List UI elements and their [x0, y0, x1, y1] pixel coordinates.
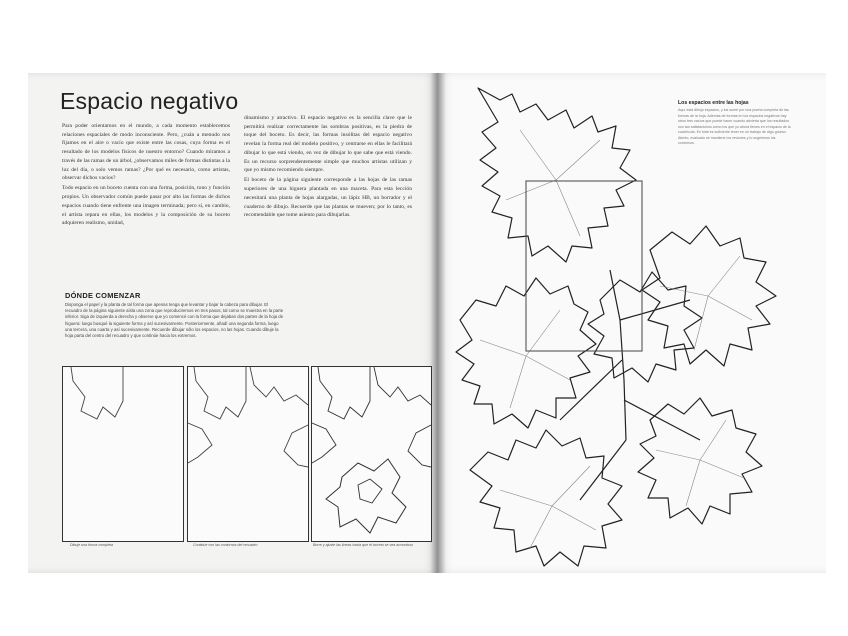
paragraph: El boceto de la página siguiente corresponde a las hojas de las ramas superiores de una higuera plantada en una maceta. Para esta lección necesitará una planta de hojas alargadas, un lápiz HB, un borrador y el cuaderno de dibujo. Recuerde que las plantas se mueven; por lo tanto, es recomendable que tome asiento para dibujarlas. — [244, 177, 412, 219]
paragraph: Todo espacio en un boceto cuenta con una forma, posición, tono y función propios. Un observador común puede pasar por alto las formas de dichos espacios cuando tiene enfrente una imagen terminada; pero sí, en cambio, el artista repara en ellas, los modelos y la composición de su boceto adquieren realismo, unidad, — [62, 185, 230, 227]
page-title: Espacio negativo — [60, 88, 239, 114]
caption-step-3: Borre y ajuste las líneas hasta que el boceto se vea armonioso — [313, 543, 414, 547]
caption-step-1: Dibuje una forma completa — [70, 543, 113, 547]
section-text: Disponga el papel y la planta de tal forma que apenas tenga que levantar y bajar la cabeza para dibujar. El recuadro de la página siguiente aísla una zona que reproduciremos en tres pasos, tal como se muestra en la parte inferior. Siga de izquierda a derecha y observe que yo comencé con la forma que dejaban dos partes de la hoja de higuera: luego busqué la siguiente forma y así sucesivamente. Posteriormente, añadí una segunda forma, luego una tercera, una cuarta y así sucesivamente. Recuerde dibujar sólo los espacios, no las hojas. Cuando dibuje la hoja parta del centro del recuadro y que continúe hacia los extremos. — [65, 302, 284, 339]
framing-rectangle — [526, 181, 642, 351]
sidebar-text: Aquí está dibujo espacios, y los sumé por una puerta completa de las formas de la hoja. Además de formas en los espacios negativos hay otros tres vacíos que puede hacer cuando advierta que los resultados son tan satisfactorios como los que yo ahora tienes en el espacio de la cuadrícula. En total es suficiente tener en un trabajo de algo grueso. Atento, evaluado se mantiene los reviones y lo sugerimos los contornos. — [678, 108, 791, 145]
section-heading: DÓNDE COMENZAR — [65, 291, 141, 300]
caption-step-2: Continúe con las contornos del recuadro — [193, 543, 258, 547]
paragraph: dinamismo y atractivo. El espacio negativo es la sencilla clave que le permitirá realizar correctamente las sombras positivas, es la piedra de toque del boceto. Es decir, las formas insólitas del espacio negativo revelan la forma real del modelo positivo, y centrarse en ellas le facilitará dibujar lo que está viendo, en vez de dibujar lo que sabe que está viendo. Es un recurso sorprendentemente simple que muchos artistas utilizan y que yo mismo recomiendo siempre. — [244, 115, 412, 174]
sidebar-title: Los espacios entre las hojas — [678, 100, 749, 106]
paragraph: Para poder orientarnos en el mundo, a cada momento establecemos relaciones espaciales de modo inconsciente. Pero, ¿cuán a menudo nos fijamos en el aire o vacío que existe entre las cosas, cuya forma es el resultado de los modelos físicos de nuestro entorno? Cuando miramos a través de las ramas de un árbol, ¿observamos miles de formas distintas a la luz del día, o solo vemos ramas? ¿Por qué es necesario, como artistas, observar dichos vacíos? — [62, 123, 230, 182]
